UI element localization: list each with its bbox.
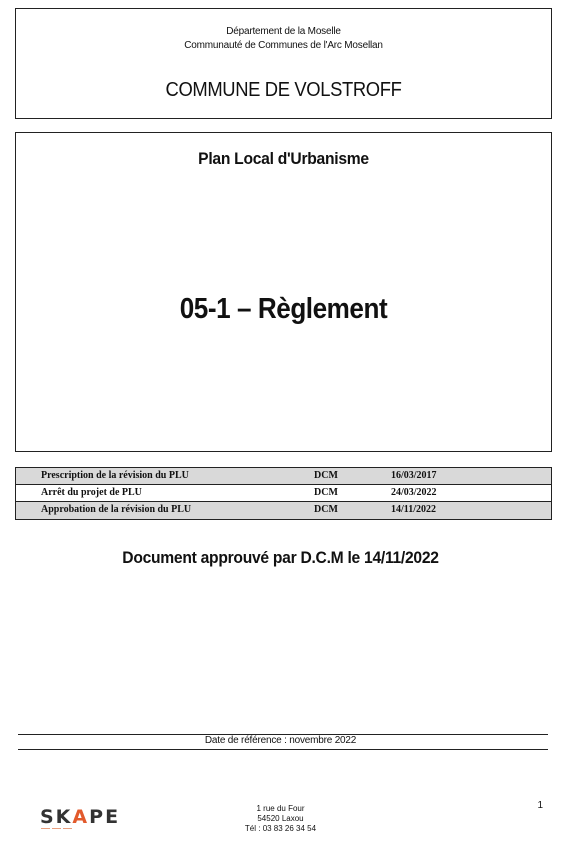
logo-text-part: SK: [40, 806, 73, 828]
divider-bottom: [18, 749, 548, 750]
title-box: [15, 132, 552, 452]
address-city: 54520 Laxou: [257, 814, 304, 823]
reference-date: Date de référence : novembre 2022: [204, 735, 357, 746]
procedure-type: DCM: [314, 504, 338, 515]
procedure-type: DCM: [314, 470, 338, 481]
procedure-type: DCM: [314, 487, 338, 498]
logo-text-accent: A: [72, 806, 90, 828]
table-row: [16, 468, 551, 485]
procedure-date: 14/11/2022: [391, 504, 437, 515]
address-block: [0, 804, 561, 834]
logo-text-part: PE: [89, 806, 121, 828]
procedures-table: [15, 467, 552, 520]
procedure-date: 16/03/2017: [391, 470, 437, 481]
communaute-name: Communauté de Communes de l'Arc Mosellan: [184, 40, 383, 51]
procedure-label: Approbation de la révision du PLU: [41, 504, 192, 515]
department-name: Département de la Moselle: [226, 26, 341, 37]
header-box: [15, 8, 552, 119]
procedure-label: Prescription de la révision du PLU: [41, 470, 189, 481]
page-number: 1: [537, 800, 543, 811]
document-type: Plan Local d'Urbanisme: [198, 149, 369, 168]
table-row: [16, 502, 551, 519]
procedure-label: Arrêt du projet de PLU: [41, 487, 142, 498]
address-phone: Tél : 03 83 26 34 54: [244, 824, 317, 833]
approval-statement: Document approuvé par D.C.M le 14/11/2022: [122, 548, 439, 567]
procedure-date: 24/03/2022: [391, 487, 437, 498]
address-street: 1 rue du Four: [256, 804, 305, 813]
table-row: [16, 485, 551, 502]
document-title: 05-1 – Règlement: [179, 293, 388, 325]
commune-title: COMMUNE DE VOLSTROFF: [165, 79, 402, 101]
